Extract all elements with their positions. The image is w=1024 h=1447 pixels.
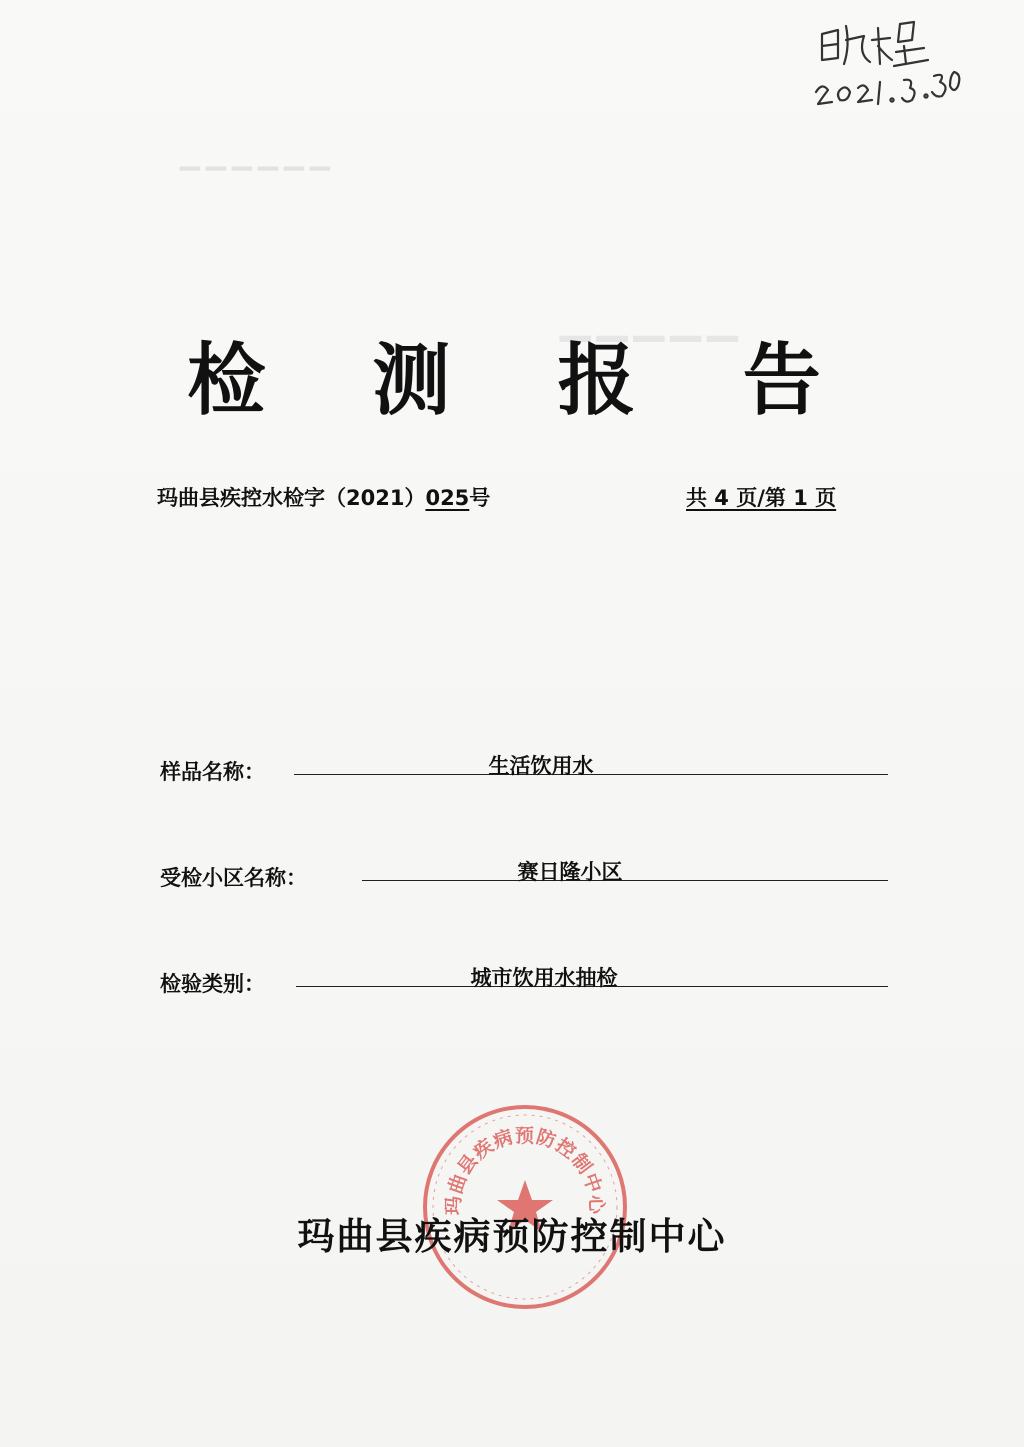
inspection-type-label: 检验类别： <box>160 972 265 996</box>
inspection-type-value: 城市饮用水抽检 <box>470 966 618 990</box>
sample-name-label: 样品名称： <box>160 760 265 784</box>
handwritten-signature-date <box>808 6 968 116</box>
document-number-value: 025 <box>425 486 470 510</box>
bleed-through-decoration: ▁▁▁▁▁ <box>560 296 744 342</box>
document-number <box>157 482 490 512</box>
document-number-prefix: 玛曲县疾控水检字（2021） <box>157 486 426 510</box>
seal-text: 玛曲县疾病预防控制中心 <box>442 1125 608 1216</box>
report-title: 检 测 报 告 <box>187 336 861 426</box>
community-name-label: 受检小区名称： <box>160 866 307 890</box>
community-name-value: 赛日隆小区 <box>517 860 623 884</box>
document-number-suffix: 号 <box>469 486 491 510</box>
bleed-through-decoration: ▔▔▔▔▔▔ <box>180 168 336 198</box>
sample-name-value: 生活饮用水 <box>488 754 594 778</box>
issuing-organization: 玛曲县疾病预防控制中心 <box>297 1215 727 1258</box>
page-count: 共 4 页/第 1 页 <box>686 486 837 510</box>
